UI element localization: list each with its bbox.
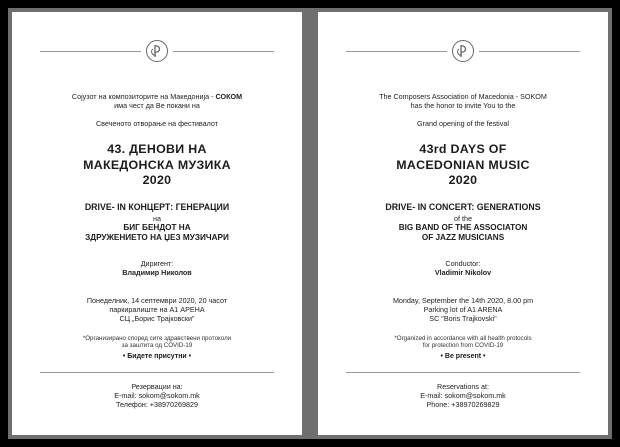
footer-rule bbox=[346, 372, 580, 373]
be-present-text: • Бидете присутни • bbox=[122, 353, 192, 360]
reservation-email[interactable]: E-mail: sokom@sokom.mk bbox=[420, 391, 506, 400]
invitation-frame bbox=[8, 8, 612, 439]
concert-title: DRIVE- IN КОНЦЕРТ: ГЕНЕРАЦИИ bbox=[84, 202, 230, 212]
conductor-name: Владимир Николов bbox=[122, 268, 192, 277]
header-rule-right bbox=[173, 51, 274, 52]
invitation-panel-english bbox=[318, 12, 608, 435]
covid-note: *Organized in accordance with all health protocols for protection from COVID-19 bbox=[394, 335, 532, 350]
conductor-label: Диригент: bbox=[140, 259, 174, 268]
reservations: Резервации на: E-mail: sokom@sokom.mk Телефон: +38970269829 bbox=[12, 382, 302, 409]
festival-title: 43. ДЕНОВИ НА МАКЕДОНСКА МУЗИКА 2020 bbox=[83, 142, 231, 187]
footer-rule bbox=[40, 372, 274, 373]
invitation-panel-macedonian bbox=[12, 12, 302, 435]
intro-text: The Composers Association of Macedonia - SOKOM has the honor to invite You to the bbox=[379, 92, 547, 110]
header-rule-right bbox=[479, 51, 580, 52]
sokom-logo-icon bbox=[146, 40, 168, 62]
header-rule-left bbox=[346, 51, 447, 52]
event-details: Понеделник, 14 септември 2020, 20 часот паркиралиште на А1 АРЕНА СЦ „Борис Трајковски” bbox=[86, 296, 228, 323]
band-name: BIG BAND OF THE ASSOCIATON OF JAZZ MUSICIANS bbox=[398, 223, 528, 242]
opening-text: Свеченото отворање на фестивалот bbox=[95, 119, 219, 128]
reservations: Reservations at: E-mail: sokom@sokom.mk Phone: +38970269829 bbox=[318, 382, 608, 409]
concert-title: DRIVE- IN CONCERT: GENERATIONS bbox=[385, 202, 541, 212]
festival-title: 43rd DAYS OF MACEDONIAN MUSIC 2020 bbox=[396, 142, 530, 187]
opening-text: Grand opening of the festival bbox=[417, 119, 509, 128]
sokom-logo-icon bbox=[452, 40, 474, 62]
reservation-phone[interactable]: Телефон: +38970269829 bbox=[116, 400, 198, 409]
of-connector: на bbox=[153, 214, 161, 223]
of-connector: of the bbox=[454, 214, 472, 223]
conductor-name: Vladimir Nikolov bbox=[434, 268, 492, 277]
be-present-text: • Be present • bbox=[440, 353, 486, 360]
covid-note: *Организирано според сите здравствени протоколи за заштита од COVID-19 bbox=[82, 335, 232, 350]
header-rule-left bbox=[40, 51, 141, 52]
band-name: БИГ БЕНДОТ НА ЗДРУЖЕНИЕТО НА ЏЕЗ МУЗИЧАРИ bbox=[85, 223, 229, 242]
conductor-label: Conductor: bbox=[445, 259, 481, 268]
brand-name: СОКОМ bbox=[215, 92, 243, 101]
reservation-email[interactable]: E-mail: sokom@sokom.mk bbox=[114, 391, 200, 400]
event-details: Monday, September the 14th 2020, 8.00 pm Parking lot of A1 ARENA SC "Boris Trajkovski" bbox=[392, 296, 534, 323]
reservation-phone[interactable]: Phone: +38970269829 bbox=[426, 400, 500, 409]
intro-text: Сојузот на композиторите на Македонија - СОКОМ има чест да Ве покани на bbox=[71, 92, 243, 110]
